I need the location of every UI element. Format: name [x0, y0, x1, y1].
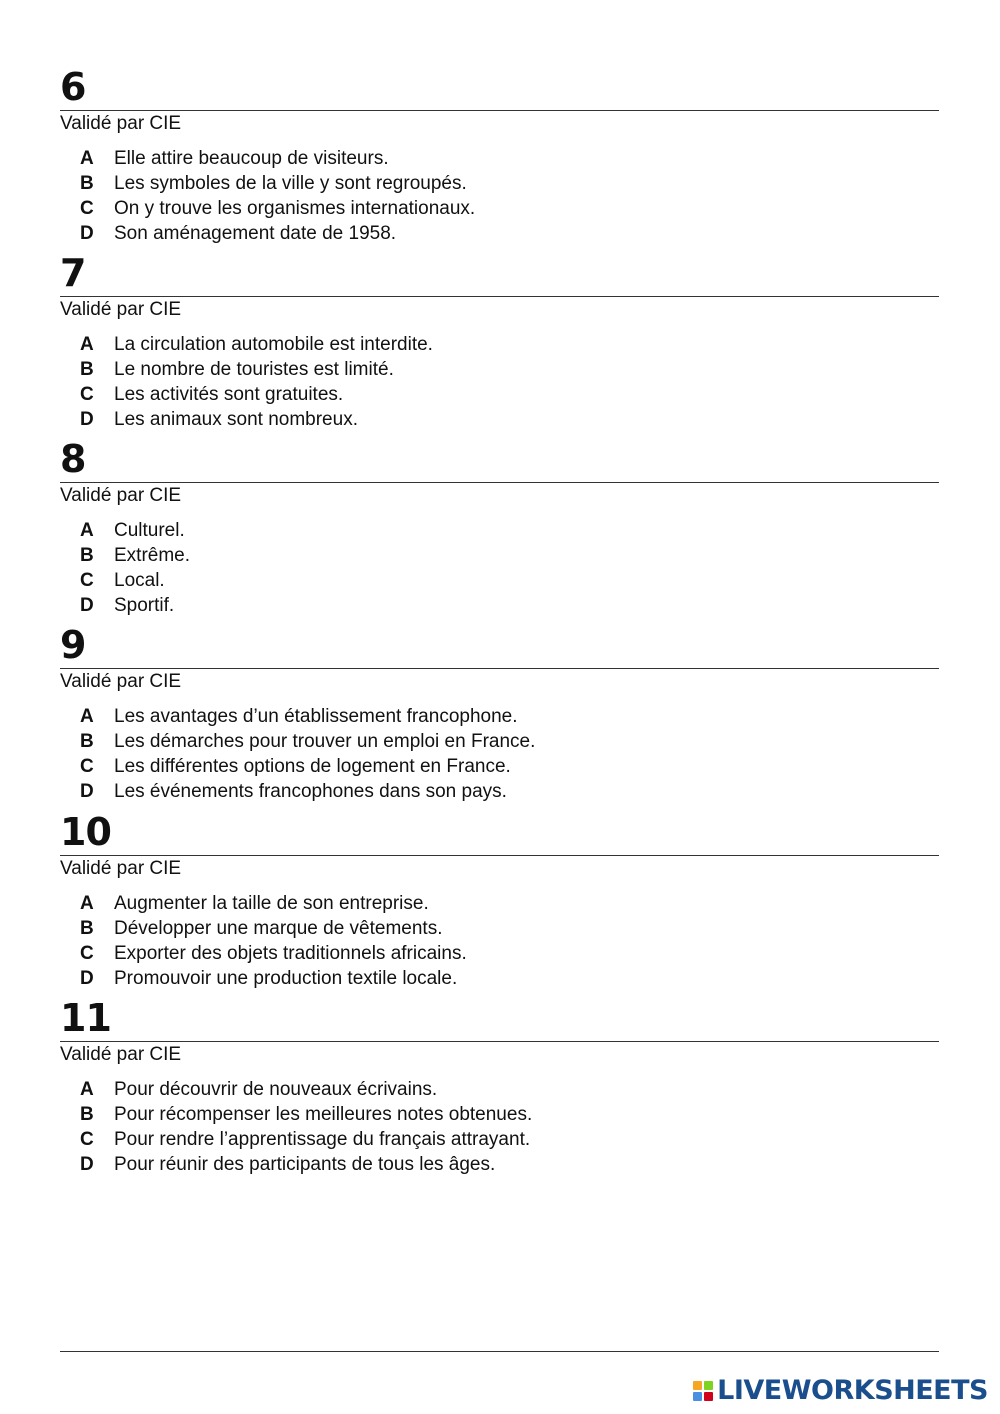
answer-option[interactable]	[80, 1127, 939, 1152]
option-letter: C	[80, 570, 94, 591]
answer-option[interactable]	[80, 221, 939, 246]
option-letter: B	[80, 1104, 94, 1125]
answer-option[interactable]	[80, 196, 939, 221]
answer-option[interactable]	[80, 779, 939, 804]
question-number: 11	[60, 996, 111, 1040]
validated-label: Validé par CIE	[60, 113, 182, 134]
logo-square-icon	[704, 1392, 713, 1401]
question-number: 9	[60, 623, 86, 667]
answer-options	[60, 332, 939, 432]
question-block	[60, 250, 939, 432]
option-text: Les différentes options de logement en France.	[114, 756, 511, 777]
answer-option[interactable]	[80, 754, 939, 779]
validated-label: Validé par CIE	[60, 671, 182, 692]
option-letter: D	[80, 223, 94, 244]
option-text: On y trouve les organismes internationaux.	[114, 198, 476, 219]
option-letter: C	[80, 756, 94, 777]
answer-options	[60, 146, 939, 246]
answer-options	[60, 518, 939, 618]
option-text: Exporter des objets traditionnels africains.	[114, 943, 467, 964]
option-text: Augmenter la taille de son entreprise.	[114, 893, 429, 914]
question-number: 7	[60, 251, 86, 295]
answer-option[interactable]	[80, 568, 939, 593]
question-block	[60, 995, 939, 1177]
option-letter: A	[80, 148, 94, 169]
logo-grid-icon	[693, 1381, 713, 1401]
answer-option[interactable]	[80, 593, 939, 618]
option-letter: D	[80, 781, 94, 802]
question-number: 10	[60, 810, 111, 854]
question-block	[60, 622, 939, 804]
answer-option[interactable]	[80, 171, 939, 196]
logo-square-icon	[704, 1381, 713, 1390]
option-text: Les avantages d’un établissement francophone.	[114, 706, 518, 727]
validated-label: Validé par CIE	[60, 858, 182, 879]
option-letter: C	[80, 384, 94, 405]
option-letter: A	[80, 520, 94, 541]
answer-option[interactable]	[80, 966, 939, 991]
answer-option[interactable]	[80, 941, 939, 966]
answer-option[interactable]	[80, 357, 939, 382]
option-letter: B	[80, 359, 94, 380]
option-text: Son aménagement date de 1958.	[114, 223, 397, 244]
validated-label: Validé par CIE	[60, 485, 182, 506]
answer-options	[60, 1077, 939, 1177]
footer-divider	[60, 1351, 939, 1352]
option-text: Promouvoir une production textile locale.	[114, 968, 458, 989]
option-letter: A	[80, 334, 94, 355]
validated-label: Validé par CIE	[60, 1044, 182, 1065]
answer-option[interactable]	[80, 729, 939, 754]
question-block	[60, 436, 939, 618]
option-text: Pour réunir des participants de tous les âges.	[114, 1154, 496, 1175]
question-number: 6	[60, 65, 86, 109]
option-text: Développer une marque de vêtements.	[114, 918, 443, 939]
answer-option[interactable]	[80, 916, 939, 941]
option-letter: C	[80, 198, 94, 219]
option-letter: A	[80, 706, 94, 727]
option-text: Sportif.	[114, 595, 175, 616]
logo-square-icon	[693, 1381, 702, 1390]
answer-option[interactable]	[80, 1102, 939, 1127]
question-block	[60, 809, 939, 991]
logo-square-icon	[693, 1392, 702, 1401]
option-text: Pour découvrir de nouveaux écrivains.	[114, 1079, 438, 1100]
option-letter: C	[80, 1129, 94, 1150]
validated-label: Validé par CIE	[60, 299, 182, 320]
answer-option[interactable]	[80, 518, 939, 543]
answer-option[interactable]	[80, 332, 939, 357]
answer-option[interactable]	[80, 407, 939, 432]
answer-option[interactable]	[80, 543, 939, 568]
option-text: Elle attire beaucoup de visiteurs.	[114, 148, 389, 169]
option-letter: A	[80, 1079, 94, 1100]
option-text: Les activités sont gratuites.	[114, 384, 344, 405]
option-letter: C	[80, 943, 94, 964]
question-block	[60, 64, 939, 246]
answer-option[interactable]	[80, 382, 939, 407]
logo-text: LIVEWORKSHEETS	[717, 1375, 988, 1406]
option-text: Les symboles de la ville y sont regroupés.	[114, 173, 467, 194]
answer-option[interactable]	[80, 704, 939, 729]
question-number: 8	[60, 437, 86, 481]
option-text: Les animaux sont nombreux.	[114, 409, 358, 430]
answer-option[interactable]	[80, 1077, 939, 1102]
option-letter: D	[80, 409, 94, 430]
option-text: Extrême.	[114, 545, 191, 566]
option-text: Le nombre de touristes est limité.	[114, 359, 394, 380]
option-text: Culturel.	[114, 520, 185, 541]
answer-option[interactable]	[80, 891, 939, 916]
option-letter: D	[80, 595, 94, 616]
option-text: Local.	[114, 570, 165, 591]
option-letter: D	[80, 1154, 94, 1175]
option-letter: B	[80, 173, 94, 194]
answer-options	[60, 891, 939, 991]
answer-option[interactable]	[80, 1152, 939, 1177]
option-text: La circulation automobile est interdite.	[114, 334, 433, 355]
option-text: Pour rendre l’apprentissage du français attrayant.	[114, 1129, 531, 1150]
option-letter: B	[80, 545, 94, 566]
answer-option[interactable]	[80, 146, 939, 171]
option-text: Les démarches pour trouver un emploi en France.	[114, 731, 536, 752]
liveworksheets-logo	[693, 1375, 988, 1406]
option-letter: B	[80, 731, 94, 752]
answer-options	[60, 704, 939, 804]
option-letter: A	[80, 893, 94, 914]
option-letter: B	[80, 918, 94, 939]
option-letter: D	[80, 968, 94, 989]
option-text: Les événements francophones dans son pays.	[114, 781, 507, 802]
option-text: Pour récompenser les meilleures notes obtenues.	[114, 1104, 533, 1125]
